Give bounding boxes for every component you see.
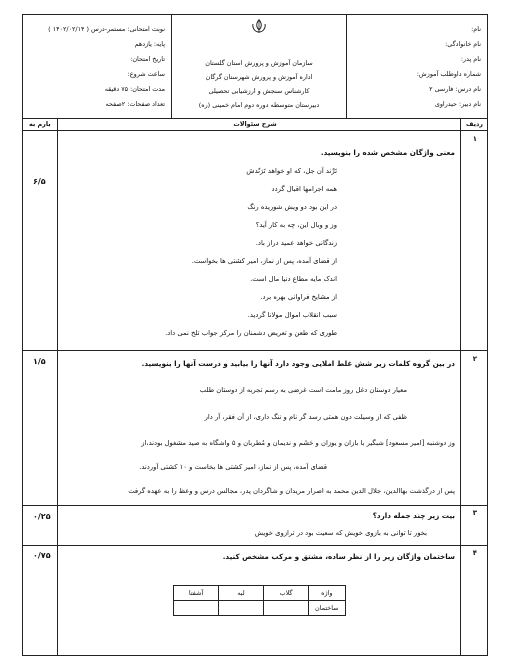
question-line: همه اجرامها اقبال گردد <box>271 185 337 193</box>
question-line: پس از درگذشت بهاالدین، جلال الدین محمد به اصرار مریدان و شاگردان پدر، مجالس درس و وعظ را به عهده گرفت <box>128 487 455 495</box>
answer-cell[interactable] <box>264 601 309 616</box>
question-divider <box>23 545 487 546</box>
question-title: ساختمان واژگان زیر را از نظر ساده، مشتق و مرکب مشخص کنید. <box>222 552 455 561</box>
column-headers <box>23 118 487 131</box>
question-line: وز و وبال این، چه به کار آید؟ <box>255 221 337 229</box>
question-line: بخور تا توانی به بازوی خویش که سعیت بود در ترازوی خویش <box>254 529 427 537</box>
candidate-number-field: شماره داوطلب آموزش: <box>416 70 481 78</box>
questions-column-header: شرح سئوالات <box>233 120 277 128</box>
table-cell: لبه <box>219 586 264 601</box>
org-line-3: کارشناس سنجش و ارزشیابی تحصیلی <box>208 87 310 95</box>
question-line: از مشایخ فراوانی بهره برد. <box>260 293 337 301</box>
table-cell: آشفتا <box>174 586 219 601</box>
student-info <box>347 15 487 118</box>
page-count-field: تعداد صفحات: ۲صفحه <box>105 100 165 108</box>
question-line: سبب انقلاب اموال مولانا گردید. <box>247 311 337 319</box>
question-divider <box>23 350 487 351</box>
question-score: ۱/۵ <box>33 357 46 366</box>
exam-info <box>23 15 173 118</box>
question-number: ۳ <box>472 509 477 517</box>
question-line: قضای آمده، پس از نماز، امیر کشتی ها بخاست و ۱۰ کشتی آوردند. <box>139 463 327 471</box>
row-column-divider <box>460 118 461 655</box>
answer-cell[interactable] <box>219 601 264 616</box>
grade-field: پایه: یازدهم <box>134 40 165 48</box>
iran-emblem-icon <box>249 18 269 36</box>
question-line: تَرَّند آن جل، که او خواهد تَرَنّدش <box>246 167 337 175</box>
question-line: از قضای آمده، پس از نماز، امیر کشتی ها بخواست. <box>191 257 337 265</box>
question-number: ۱ <box>472 135 477 143</box>
exam-sheet <box>22 14 488 656</box>
course-name-field: نام درس: فارسی ۲ <box>429 85 481 93</box>
question-line: اندک مایه مطاع دنیا مال است. <box>250 275 337 283</box>
exam-header <box>23 15 487 119</box>
question-line: وز دوشنبه [امیر مسعود] شبگیر با بازان و یوزان و حَشَم و ندیمان و مُطربان و ۵ واشگاه به صید مشغول بودند،از <box>141 439 455 447</box>
question-title: در بین گروه کلمات زیر شش غلط املایی وجود دارد آنها را بیابید و درست آنها را بنویسید. <box>141 359 455 368</box>
table-cell: ساختمان <box>309 601 346 616</box>
row-column-header: ردیف <box>466 120 483 128</box>
start-time-field: ساعت شروع: <box>127 70 165 78</box>
word-structure-table <box>173 585 346 616</box>
org-line-1: سازمان آموزش و پرورش استان گلستان <box>205 59 313 67</box>
question-number: ۲ <box>472 355 477 363</box>
school-name: دبیرستان متوسطه دوره دوم امام خمینی (ره) <box>198 101 320 109</box>
question-score: ۰/۷۵ <box>33 551 51 560</box>
question-score: ۰/۲۵ <box>33 512 51 521</box>
family-name-field: نام خانوادگی: <box>445 40 481 48</box>
table-header-row <box>174 586 346 601</box>
question-score: ۶/۵ <box>33 177 46 186</box>
answer-cell[interactable] <box>174 601 219 616</box>
question-line: طوری که طعن و تعریض دشمنان را مرکز جواب تلخ نمی داد. <box>165 329 337 337</box>
table-cell: گلاب <box>264 586 309 601</box>
question-title: بیت زیر چند جمله دارد؟ <box>372 511 455 520</box>
question-line: زندگانی خواهد عمید دراز باد. <box>255 239 337 247</box>
question-title: معنی واژگان مشخص شده را بنویسید. <box>320 148 455 157</box>
question-divider <box>23 505 487 506</box>
emblem-caption <box>172 39 346 45</box>
question-line: در این بود دو ویش شوریده رنگ <box>247 203 337 211</box>
exam-date-field: تاریخ امتحان: <box>130 55 165 63</box>
teacher-name-field: نام دبیر: حیدراوی <box>434 100 481 108</box>
exam-session-field: نوبت امتحانی: مستمر-درس ( ۱۴۰۲/۰۲/۱۴ ) <box>48 25 165 33</box>
name-field: نام: <box>471 25 481 33</box>
score-column-header: بارم به <box>29 120 51 128</box>
org-line-2: اداره آموزش و پرورش شهرستان گرگان <box>205 73 313 81</box>
question-line: ظفی که از وسیلت دون همتی رسد گر نام و ننگ داری، از آن فقر، آر دار <box>204 413 407 421</box>
exam-duration-field: مدت امتحان: ۷۵ دقیقه <box>104 85 165 93</box>
question-line: معیار دوستان دغل روز مامت است غرضی به رسم تجربه از دوستان طلب <box>199 386 407 394</box>
school-info <box>171 15 347 118</box>
question-number: ۴ <box>472 549 477 557</box>
father-name-field: نام پدر: <box>460 55 481 63</box>
table-row <box>174 601 346 616</box>
score-column-divider <box>57 118 58 655</box>
table-cell: واژه <box>309 586 346 601</box>
